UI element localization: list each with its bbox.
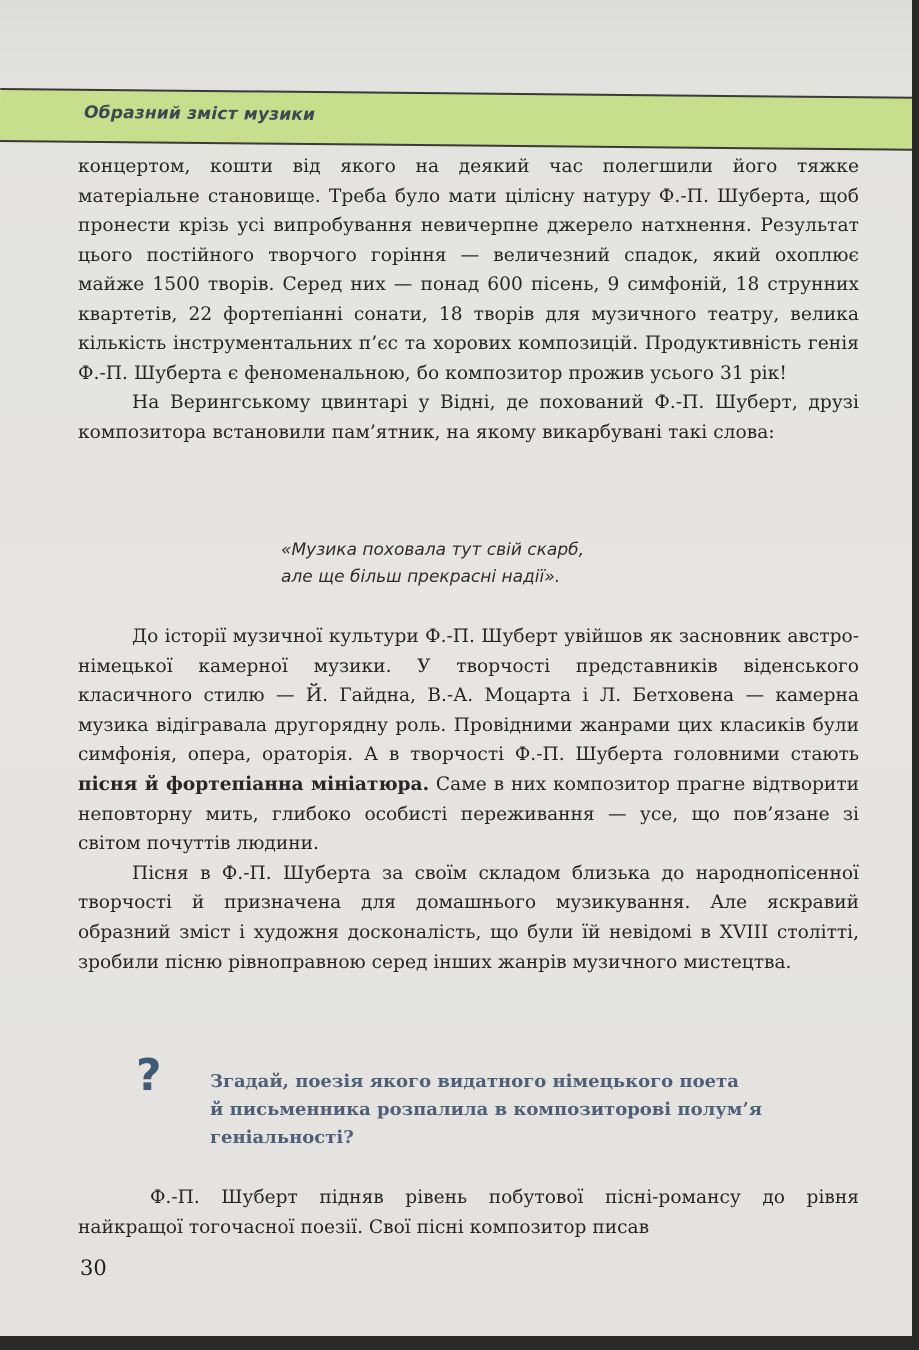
review-question <box>210 1068 850 1152</box>
text-block-bottom <box>78 1183 859 1243</box>
paragraph: концертом, кошти від якого на деякий час полегшили його тяжке матеріальне становище. Треба було мати цілісну натуру Ф.-П. Шуберта, щоб пронести крізь усі випробування невичерпне джерело натхнення. Результат цього постійного творчого горіння — величезний спадок, який охоплює майже 1500 творів. Серед них — понад 600 пісень, 9 симфоній, 18 струнних квартетів, 22 фортепіанні сонати, 18 творів для музичного театру, велика кількість інструментальних п’єс та хорових композицій. Продуктивність генія Ф.-П. Шуберта є феноменальною, бо композитор прожив усього 31 рік! <box>78 156 859 384</box>
question-line: й письменника розпалила в композиторові полум’я <box>210 1099 763 1120</box>
question-line: Згадай, поезія якого видатного німецького поета <box>210 1071 739 1092</box>
paragraph: Пісня в Ф.-П. Шуберта за своїм складом близька до народнопісенної творчості й призначена для домашнього музикування. Але яскравий образний зміст і художня досконалість, що були їй невідомі в XVIII столітті, зробили пісню рівноправною серед інших жанрів музичного мистецтва. <box>78 862 859 973</box>
page-number: 30 <box>80 1256 107 1280</box>
paragraph-text: До історії музичної культури Ф.-П. Шуберт увійшов як засновник австро-німецької камерної музики. У творчості представників віденського класичного стилю — Й. Гайдна, В.-А. Моцарта і Л. Бетховена — камерна музика відігравала другорядну роль. Провідними жанрами цих класиків були симфонія, опера, ораторія. А в творчості Ф.-П. Шуберта головними стають <box>78 626 859 766</box>
text-block-middle <box>78 622 859 977</box>
epitaph-quote <box>281 537 584 591</box>
section-header-band <box>0 88 912 151</box>
paragraph: Ф.-П. Шуберт підняв рівень побутової пісні-романсу до рівня найкращої тогочасної поезії. Свої пісні композитор писав <box>78 1187 859 1238</box>
question-mark-icon: ? <box>136 1050 162 1101</box>
quote-line: але ще більш прекрасні надії». <box>281 567 561 587</box>
text-block-top <box>78 152 859 447</box>
bold-term: пісня й фортепіанна мініатюра. <box>78 773 430 795</box>
paragraph: На Верингському цвинтарі у Відні, де похований Ф.-П. Шуберт, друзі композитора встановили пам’ятник, на якому викарбувані такі слова: <box>78 392 859 443</box>
paragraph <box>78 622 859 859</box>
section-title: Образний зміст музики <box>83 102 316 126</box>
quote-line: «Музика поховала тут свій скарб, <box>281 540 585 560</box>
question-line: геніальності? <box>210 1127 354 1148</box>
paragraph-text: Саме в них композитор прагне відтворити неповторну мить, глибоко особисті переживання — усе, що пов’язане зі світом почуттів людини. <box>78 773 859 855</box>
